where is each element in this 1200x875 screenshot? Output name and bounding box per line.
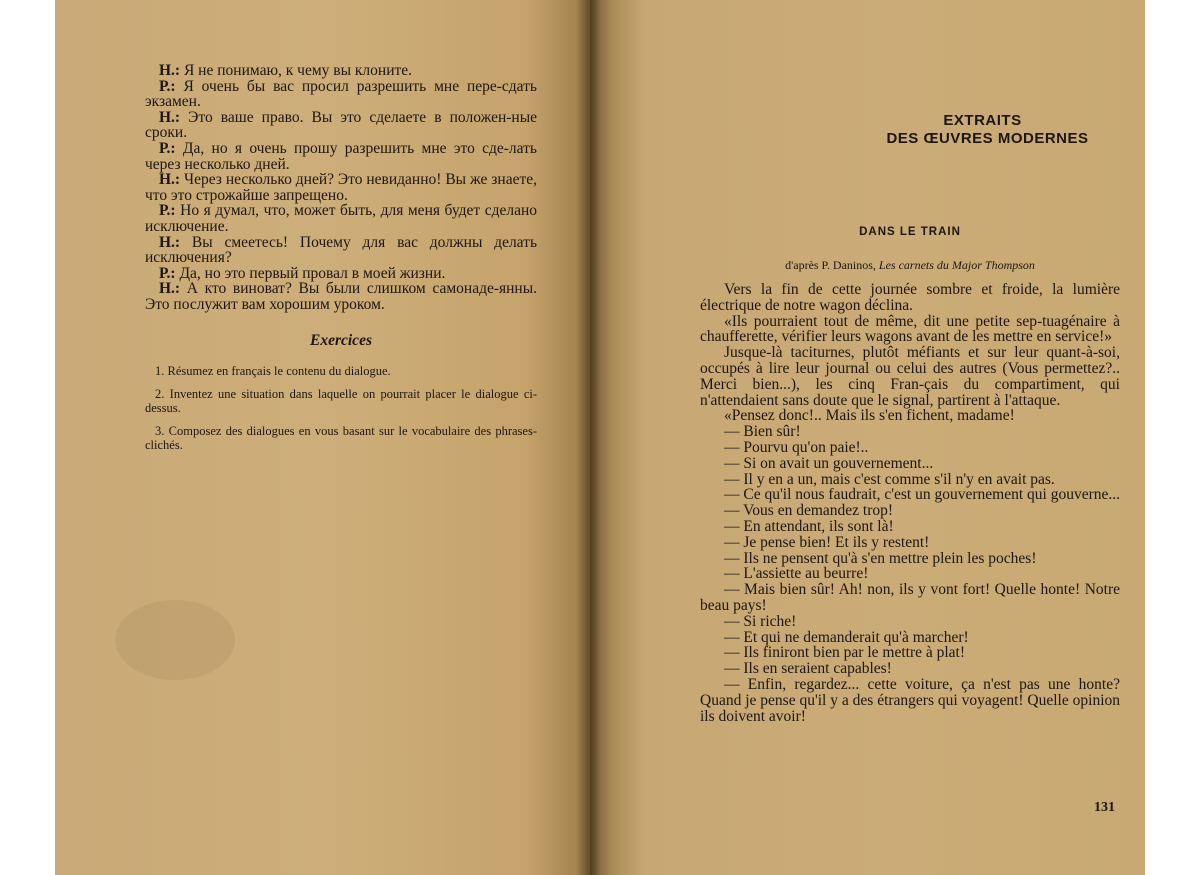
speaker-label: Н.: <box>159 233 181 251</box>
dialogue-line <box>145 235 537 266</box>
body-paragraph: — Il y en a un, mais c'est comme s'il n'y en avait pas. <box>724 470 1055 488</box>
source-book-title: Les carnets du Major Thompson <box>878 258 1035 272</box>
dialogue-line <box>145 141 537 172</box>
dialogue-line <box>145 79 537 110</box>
body-paragraph: — L'assiette au beurre! <box>724 565 869 583</box>
speaker-label: Р.: <box>159 264 176 282</box>
speaker-label: Р.: <box>159 202 176 220</box>
exercise-item: 1. Résumez en français le contenu du dialogue. <box>155 363 391 378</box>
body-paragraph: — Ils en seraient capables! <box>724 660 892 678</box>
dialogue <box>145 63 537 313</box>
section-title-line: EXTRAITS <box>943 112 1022 129</box>
section-title <box>700 112 1120 148</box>
speaker-label: Н.: <box>159 171 181 189</box>
body-paragraph: — En attendant, ils sont là! <box>724 517 894 535</box>
speaker-label: Р.: <box>159 77 176 95</box>
body-paragraph: — Ce qu'il nous faudrait, c'est un gouvernement qui gouverne... <box>724 486 1121 504</box>
speaker-label: Н.: <box>159 62 181 79</box>
right-page-content <box>700 112 1120 724</box>
dialogue-text: Я очень бы вас просил разрешить мне пере-сдать экзамен. <box>145 77 538 111</box>
body-paragraph: — Enfin, regardez... cette voiture, ça n'est pas une honte? Quand je pense qu'il y a des étrangers qui voyagent! Quelle opinion ils doivent avoir! <box>700 675 1120 725</box>
dialogue-text: Вы смеетесь! Почему для вас должны делать исключения? <box>145 233 538 267</box>
body-paragraph: — Ils ne pensent qu'à s'en mettre plein les poches! <box>724 549 1037 567</box>
dialogue-line <box>145 266 537 282</box>
source-author: d'après P. Daninos, <box>785 258 876 272</box>
speaker-label: Н.: <box>159 280 181 298</box>
body-paragraph: — Vous en demandez trop! <box>724 502 894 520</box>
dialogue-text: Но я думал, что, может быть, для меня будет сделано исключение. <box>145 202 537 235</box>
paper-stain <box>115 600 235 680</box>
dialogue-line <box>145 63 537 79</box>
left-page <box>55 0 590 875</box>
dialogue-line <box>145 203 537 234</box>
body-paragraph: — Bien sûr! <box>724 423 801 441</box>
exercise-item: 3. Composez des dialogues en vous basant sur le vocabulaire des phrases-clichés. <box>145 424 537 452</box>
dialogue-text: Да, но это первый провал в моей жизни. <box>179 264 446 282</box>
dialogue-text: А кто виноват? Вы были слишком самонаде-янны. Это послужит вам хорошим уроком. <box>145 280 538 313</box>
right-page <box>590 0 1145 875</box>
exercises-list <box>145 365 537 453</box>
dialogue-text: Да, но я очень прошу разрешить мне это сде-лать через несколько дней. <box>145 139 537 173</box>
body-paragraph: Jusque-là taciturnes, plutôt méfiants et sur leur quant-à-soi, occupés à lire leur journal ou celui des autres (Vous permettez?.. Merci bien...), les cinq Fran-çais du compartiment, qui n'attendaient sans doute que le signal, partirent à l'attaque. <box>700 344 1120 409</box>
exercises-title: Exercices <box>310 331 372 349</box>
dialogue-line <box>145 281 537 312</box>
book-gutter <box>576 0 600 875</box>
chapter-title: DANS LE TRAIN <box>859 226 961 238</box>
dialogue-text: Через несколько дней? Это невиданно! Вы же знаете, что это строжайше запрещено. <box>145 171 538 204</box>
dialogue-line <box>145 110 537 141</box>
body-paragraph: «Ils pourraient tout de même, dit une petite sep-tuagénaire à chaufferette, vérifier leurs wagons avant de les mettre en service!» <box>700 312 1120 346</box>
exercise-item: 2. Inventez une situation dans laquelle on pourrait placer le dialogue ci-dessus. <box>145 387 537 415</box>
body-paragraph: — Si on avait un gouvernement... <box>724 454 934 472</box>
body-paragraph: — Mais bien sûr! Ah! non, ils y vont fort! Quelle honte! Notre beau pays! <box>700 581 1120 614</box>
source-attribution <box>700 258 1120 272</box>
body-paragraph: «Pensez donc!.. Mais ils s'en fichent, madame! <box>724 407 1015 425</box>
section-title-line: DES ŒUVRES MODERNES <box>886 130 1089 147</box>
body-paragraph: — Et qui ne demanderait qu'à marcher! <box>724 628 969 646</box>
body-text <box>700 282 1120 724</box>
speaker-label: Р.: <box>159 139 176 157</box>
page-number: 131 <box>1094 800 1115 815</box>
body-paragraph: — Ils finiront bien par le mettre à plat! <box>724 644 966 662</box>
left-page-content <box>145 63 537 452</box>
dialogue-line <box>145 172 537 203</box>
body-paragraph: — Pourvu qu'on paie!.. <box>724 438 869 456</box>
body-paragraph: — Si riche! <box>724 612 797 630</box>
book-spread <box>55 0 1145 875</box>
body-paragraph: — Je pense bien! Et ils y restent! <box>724 533 930 551</box>
body-paragraph: Vers la fin de cette journée sombre et froide, la lumière électrique de notre wagon déclina. <box>700 281 1120 314</box>
dialogue-text: Я не понимаю, к чему вы клоните. <box>183 62 413 79</box>
speaker-label: Н.: <box>159 108 181 126</box>
dialogue-text: Это ваше право. Вы это сделаете в положен-ные сроки. <box>145 108 538 142</box>
